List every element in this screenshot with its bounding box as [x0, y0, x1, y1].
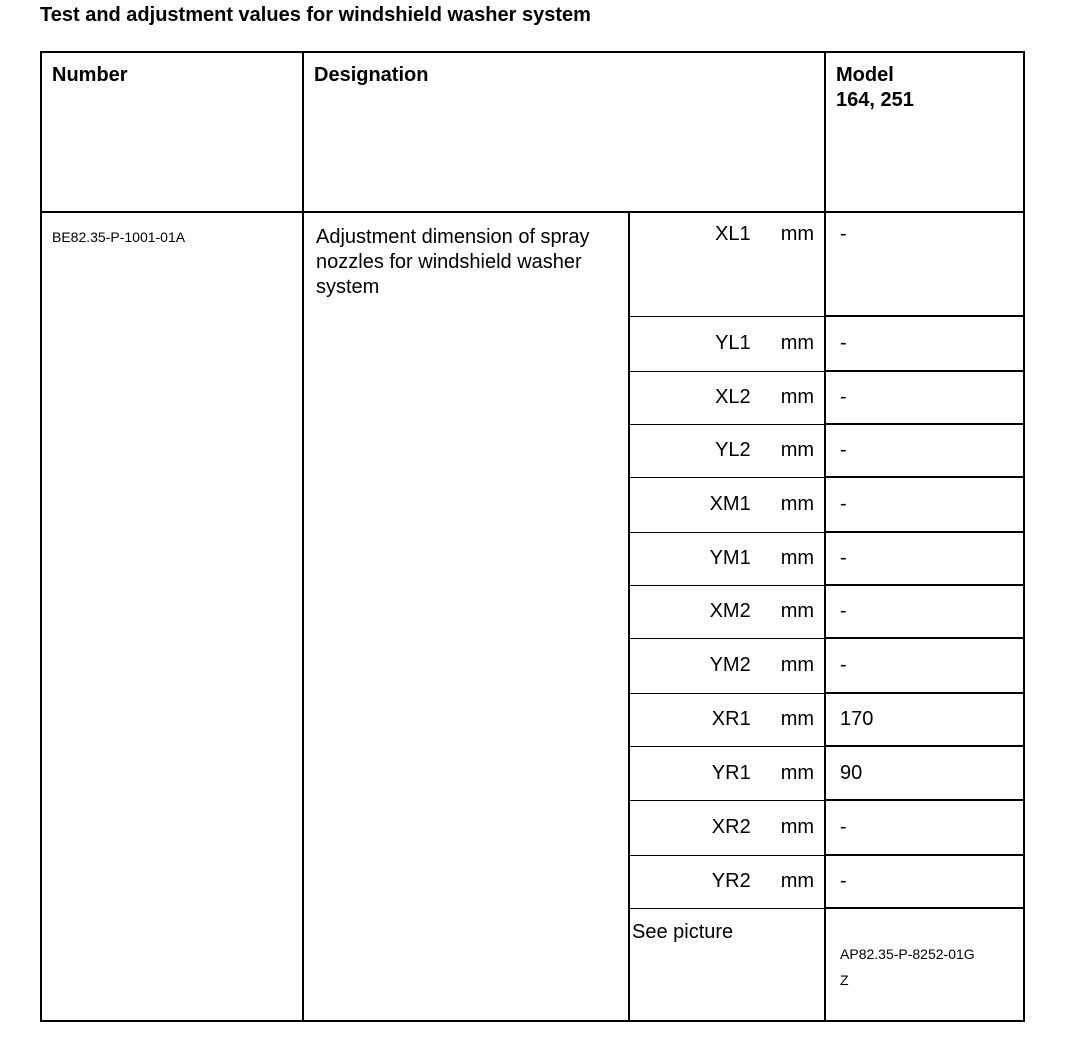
entry-value: - — [825, 371, 1024, 424]
entry-value: - — [825, 424, 1024, 477]
picture-reference — [825, 908, 1024, 1021]
row-number: BE82.35-P-1001-01A — [41, 212, 303, 1021]
entry-symbol-cell — [629, 212, 825, 316]
entry-value: - — [825, 477, 1024, 532]
entry-unit: mm — [780, 816, 815, 838]
entry-symbol-cell — [629, 371, 825, 424]
entry-value: - — [825, 532, 1024, 585]
picture-reference-line2: Z — [840, 972, 849, 988]
header-designation: Designation — [303, 52, 825, 212]
entry-symbol: XL2 — [715, 386, 751, 408]
picture-reference-line1: AP82.35-P-8252-01G — [840, 946, 975, 962]
entry-unit: mm — [780, 708, 815, 730]
entry-symbol-cell — [629, 693, 825, 746]
entry-unit: mm — [780, 547, 815, 569]
entry-symbol: XR2 — [711, 816, 751, 838]
entry-symbol-cell — [629, 746, 825, 800]
entry-unit: mm — [780, 386, 815, 408]
entry-value: 170 — [825, 693, 1024, 746]
entry-value: - — [825, 855, 1024, 908]
entry-symbol: YM2 — [709, 654, 751, 676]
entry-symbol-cell — [629, 477, 825, 532]
table-row — [41, 212, 1024, 316]
entry-value: - — [825, 638, 1024, 693]
entry-symbol: XM1 — [709, 493, 751, 515]
entry-unit: mm — [780, 223, 815, 245]
see-picture-label: See picture — [629, 908, 825, 1021]
entry-symbol-cell — [629, 638, 825, 693]
entry-symbol-cell — [629, 424, 825, 477]
row-designation: Adjustment dimension of spray nozzles for windshield washer system — [303, 212, 629, 1021]
entry-unit: mm — [780, 493, 815, 515]
header-model-label: Model — [836, 64, 894, 86]
entry-value: - — [825, 800, 1024, 855]
entry-symbol-cell — [629, 316, 825, 371]
header-model — [825, 52, 1024, 212]
entry-symbol-cell — [629, 855, 825, 908]
entry-symbol: XL1 — [715, 223, 751, 245]
entry-unit: mm — [780, 761, 815, 784]
document-title: Test and adjustment values for windshield washer system — [40, 4, 591, 26]
entry-unit: mm — [780, 600, 815, 622]
entry-symbol: YR1 — [711, 761, 751, 784]
header-model-values: 164, 251 — [836, 89, 914, 111]
entry-value: - — [825, 585, 1024, 638]
entry-symbol-cell — [629, 800, 825, 855]
entry-symbol-cell — [629, 532, 825, 585]
entry-symbol: YL1 — [715, 332, 751, 354]
header-row — [41, 52, 1024, 212]
entry-symbol: XR1 — [711, 708, 751, 730]
entry-symbol-cell — [629, 585, 825, 638]
entry-symbol: YM1 — [709, 547, 751, 569]
entry-value: 90 — [825, 746, 1024, 800]
entry-symbol: YR2 — [711, 870, 751, 892]
entry-unit: mm — [780, 870, 815, 892]
header-number: Number — [41, 52, 303, 212]
spec-table — [40, 51, 1025, 1022]
entry-unit: mm — [780, 332, 815, 354]
entry-symbol: XM2 — [709, 600, 751, 622]
entry-value: - — [825, 316, 1024, 371]
entry-unit: mm — [780, 439, 815, 461]
entry-value: - — [825, 212, 1024, 316]
entry-symbol: YL2 — [715, 439, 751, 461]
entry-unit: mm — [780, 654, 815, 676]
